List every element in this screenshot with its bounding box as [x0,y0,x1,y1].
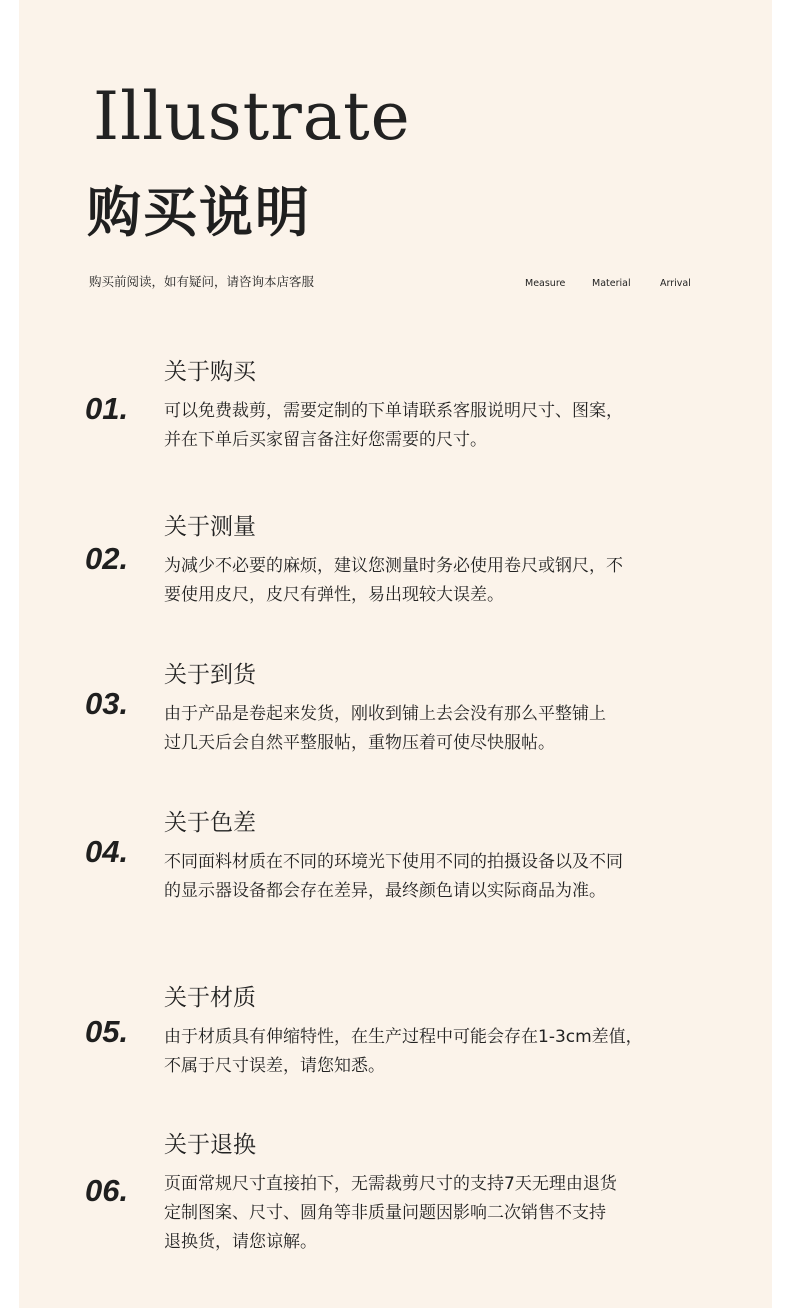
subtitle: 购买前阅读，如有疑问，请咨询本店客服 [89,274,315,289]
section-body [164,700,712,758]
section-number: 06. [85,1173,129,1208]
section-heading: 关于色差 [164,810,256,836]
section-body [164,397,712,455]
page-background [19,0,772,1308]
section-number: 05. [85,1014,129,1049]
body-line: 页面常规尺寸直接拍下，无需裁剪尺寸的支持7天无理由退货 [164,1174,617,1194]
body-line: 要使用皮尺，皮尺有弹性，易出现较大误差。 [164,585,504,605]
body-line: 由于材质具有伸缩特性，在生产过程中可能会存在1-3cm差值， [164,1027,643,1047]
section-number: 01. [85,391,129,426]
section-heading: 关于测量 [164,514,256,540]
tag-material: Material [592,278,631,289]
section-heading: 关于购买 [164,359,256,385]
body-line: 并在下单后买家留言备注好您需要的尺寸。 [164,430,487,450]
section-number: 02. [85,541,129,576]
body-line: 不属于尺寸误差，请您知悉。 [164,1056,385,1076]
section-number: 03. [85,686,129,721]
title-chinese: 购买说明 [87,181,311,244]
section-number: 04. [85,834,129,869]
body-line: 过几天后会自然平整服帖，重物压着可使尽快服帖。 [164,733,555,753]
section-body [164,1170,712,1257]
body-line: 定制图案、尺寸、圆角等非质量问题因影响二次销售不支持 [164,1203,606,1223]
section-heading: 关于到货 [164,662,256,688]
body-line: 由于产品是卷起来发货，刚收到铺上去会没有那么平整铺上 [164,704,606,724]
body-line: 退换货，请您谅解。 [164,1232,317,1252]
section-body [164,1023,712,1081]
body-line: 为减少不必要的麻烦，建议您测量时务必使用卷尺或钢尺，不 [164,556,623,576]
section-body [164,848,712,906]
section-heading: 关于退换 [164,1132,256,1158]
section-body [164,552,712,610]
body-line: 不同面料材质在不同的环境光下使用不同的拍摄设备以及不同 [164,852,623,872]
tag-measure: Measure [525,278,566,289]
tag-arrival: Arrival [660,278,691,289]
title-english: Illustrate [93,78,411,155]
section-heading: 关于材质 [164,985,256,1011]
body-line: 的显示器设备都会存在差异，最终颜色请以实际商品为准。 [164,881,606,901]
body-line: 可以免费裁剪，需要定制的下单请联系客服说明尺寸、图案， [164,401,623,421]
